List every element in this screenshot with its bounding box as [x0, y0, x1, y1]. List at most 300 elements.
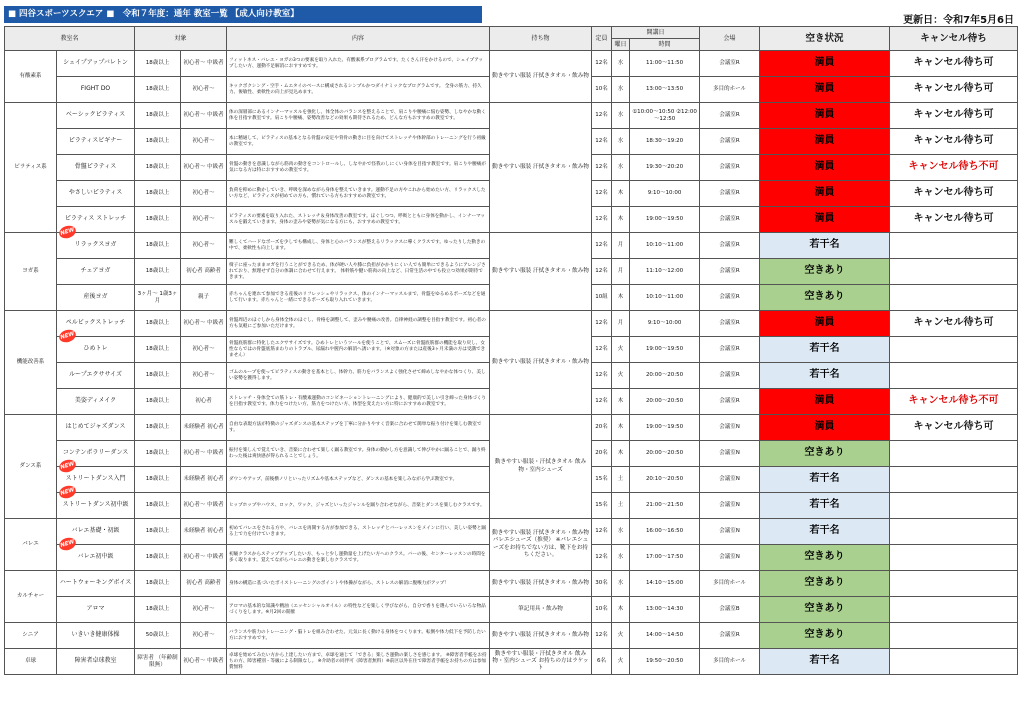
class-name-label: シェイプアップバレトン — [63, 59, 128, 67]
new-badge: NEW — [58, 484, 78, 501]
vacancy-status: 空きあり — [760, 259, 890, 285]
class-time: 13:00～13:50 — [630, 77, 700, 103]
class-venue: 会議室R — [700, 259, 760, 285]
page-title: ■ 四谷スポーツスクエア ■ 令和７年度：通年 教室一覧 【成人向け教室】 — [4, 6, 482, 23]
class-description: 本に精通して、ピラティスの基本となる骨盤の安定や背骨の動きに目を向けてストレッチや体幹部のトレーニングを行う初級の教室です。 — [227, 129, 490, 155]
class-target: 18歳以上 — [135, 571, 181, 597]
class-row — [5, 597, 1018, 623]
bring-items: 動きやすい服装・汗拭きタオル 飲み物・室内シューズ — [490, 415, 592, 519]
class-name-label: はじめてジャズダンス — [65, 423, 126, 431]
class-level: 初心者～ 中級者 — [181, 441, 227, 467]
class-name-label: ループエクササイズ — [69, 371, 122, 379]
class-description: 椅子に座ったままヨガを行うことができるため、体が硬い人や膝に負担がかかりにくい人でも簡単にできるようにアレンジされており、無理せず自分の体調に合わせて行えます。 体幹筋や腱い筋肉の向上など、日常生活の中でも役立つ効果が期待できます。 — [227, 259, 490, 285]
bring-items: 筆記用具・飲み物 — [490, 597, 592, 623]
class-weekday: 火 — [612, 649, 630, 675]
class-name-label: ひめトレ — [83, 345, 108, 353]
class-name — [57, 155, 135, 181]
class-name — [57, 103, 135, 129]
class-time: 19:00～19:50 — [630, 337, 700, 363]
class-weekday: 水 — [612, 571, 630, 597]
vacancy-status: 空きあり — [760, 545, 890, 571]
class-level: 初心者～ — [181, 233, 227, 259]
class-time: 17:00～17:50 — [630, 545, 700, 571]
class-capacity: 12名 — [592, 311, 612, 337]
vacancy-status: 空きあり — [760, 597, 890, 623]
class-venue: 会議室R — [700, 623, 760, 649]
class-time: 11:10～12:00 — [630, 259, 700, 285]
cancel-wait-status — [890, 493, 1018, 519]
class-venue: 会議室R — [700, 311, 760, 337]
class-name-label: チェアヨガ — [80, 267, 111, 275]
class-capacity: 12名 — [592, 337, 612, 363]
cancel-wait-status — [890, 441, 1018, 467]
class-name — [57, 259, 135, 285]
vacancy-status: 若干名 — [760, 519, 890, 545]
class-level: 初心者～ — [181, 77, 227, 103]
class-capacity: 10名 — [592, 77, 612, 103]
class-venue: 会議室R — [700, 389, 760, 415]
new-badge: NEW — [58, 328, 78, 345]
class-time: 13:00～14:30 — [630, 597, 700, 623]
vacancy-status: 若干名 — [760, 233, 890, 259]
class-name-label: ハートウォーキングボイス — [59, 579, 132, 587]
class-venue: 会議室N — [700, 519, 760, 545]
col-header-cancel: キャンセル待ち — [890, 27, 1018, 51]
vacancy-status: 満員 — [760, 181, 890, 207]
class-capacity: 15名 — [592, 493, 612, 519]
category-cell: シニア — [5, 623, 57, 649]
vacancy-status: 満員 — [760, 77, 890, 103]
class-target: 18歳以上 — [135, 597, 181, 623]
class-name — [57, 649, 135, 675]
class-description: ピラティスの要素を取り入れた、ストレッチ＆身体改善の教室です。ほぐしつつ、呼吸とともに身体を動かし、インナーマッスルを鍛えていきます。身体の歪みや姿勢が気になる方にも、おすすめの教室です。 — [227, 207, 490, 233]
class-target: 3ヶ月～ 1歳3ヶ月 — [135, 285, 181, 311]
class-time: 10:10～11:00 — [630, 233, 700, 259]
vacancy-status: 若干名 — [760, 493, 890, 519]
col-header-venue: 会場 — [700, 27, 760, 51]
cancel-wait-status — [890, 285, 1018, 311]
cancel-wait-status: キャンセル待ち可 — [890, 51, 1018, 77]
class-level: 初心者～ 中級者 — [181, 103, 227, 129]
class-description: キックボクシング・空手・ムエタイのベースに構成されるシンプルかつダイナミックなプログラムです。 全身の筋力、持久力、俊敏性、柔軟性の向上が見込めます。 — [227, 77, 490, 103]
class-description: ダウンやアップ、前後横ノリといったリズムや基本ステップなど、ダンスの基本を楽しみながら学ぶ教室です。 — [227, 467, 490, 493]
class-capacity: 12名 — [592, 103, 612, 129]
class-weekday: 水 — [612, 155, 630, 181]
class-capacity: 12名 — [592, 155, 612, 181]
class-level: 初心者～ 中級者 — [181, 649, 227, 675]
class-capacity: 12名 — [592, 129, 612, 155]
class-row — [5, 623, 1018, 649]
class-weekday: 木 — [612, 441, 630, 467]
class-level: 初心者～ — [181, 129, 227, 155]
class-weekday: 木 — [612, 285, 630, 311]
class-name-label: 骨盤ピラティス — [74, 163, 117, 171]
col-header-vacancy: 空き状況 — [760, 27, 890, 51]
class-time: 19:00～19:50 — [630, 207, 700, 233]
cancel-wait-status — [890, 545, 1018, 571]
class-level: 初心者～ — [181, 597, 227, 623]
class-name-label: ベーシックピラティス — [65, 111, 126, 119]
class-target: 18歳以上 — [135, 441, 181, 467]
class-weekday: 月 — [612, 233, 630, 259]
vacancy-status: 満員 — [760, 155, 890, 181]
cancel-wait-status — [890, 259, 1018, 285]
class-row — [5, 233, 1018, 259]
class-weekday: 水 — [612, 77, 630, 103]
class-venue: 会議室N — [700, 467, 760, 493]
class-weekday: 水 — [612, 103, 630, 129]
new-badge: NEW — [58, 536, 78, 553]
class-level: 初心者～ 中級者 — [181, 493, 227, 519]
cancel-wait-status — [890, 649, 1018, 675]
vacancy-status: 満員 — [760, 415, 890, 441]
class-description: 赤ちゃんを連れて参加できる産後のリフレッシュやリラックス、体のインナーマッスルまで、骨盤をゆるめるポーズなどを通して行います。赤ちゃんと一緒にできるポーズも取り入れていきます。 — [227, 285, 490, 311]
class-weekday: 水 — [612, 545, 630, 571]
class-level: 初心者～ — [181, 337, 227, 363]
cancel-wait-status — [890, 519, 1018, 545]
class-weekday: 木 — [612, 207, 630, 233]
class-weekday: 木 — [612, 389, 630, 415]
class-level: 初心者～ — [181, 363, 227, 389]
class-name-label: ピラティスビギナー — [68, 137, 123, 145]
class-name — [57, 623, 135, 649]
class-weekday: 月 — [612, 259, 630, 285]
class-schedule-table — [4, 26, 1018, 675]
class-target: 18歳以上 — [135, 207, 181, 233]
cancel-wait-status: キャンセル待ち可 — [890, 129, 1018, 155]
bring-items: 動きやすい服装 汗拭きタオル・飲み物 — [490, 311, 592, 415]
class-target: 18歳以上 — [135, 545, 181, 571]
class-capacity: 15名 — [592, 467, 612, 493]
class-venue: 会議室N — [700, 415, 760, 441]
class-target: 18歳以上 — [135, 77, 181, 103]
class-time: 16:00～16:50 — [630, 519, 700, 545]
class-time: 14:10～15:00 — [630, 571, 700, 597]
class-venue: 多目的ホール — [700, 77, 760, 103]
class-name-label: いきいき健康体操 — [71, 631, 120, 639]
vacancy-status: 若干名 — [760, 363, 890, 389]
category-cell: ダンス系 — [5, 415, 57, 519]
category-cell: 有酸素系 — [5, 51, 57, 103]
class-level: 未経験者 初心者 — [181, 467, 227, 493]
class-capacity: 12名 — [592, 363, 612, 389]
class-time: 20:00～20:50 — [630, 389, 700, 415]
class-capacity: 20名 — [592, 441, 612, 467]
class-description: ヒップホップやハウス、ロック、ワック、ジャズといったジャンルを踊り合わせながら、音楽とダンスを楽しむクラスです。 — [227, 493, 490, 519]
class-row — [5, 311, 1018, 337]
class-capacity: 12名 — [592, 51, 612, 77]
vacancy-status: 空きあり — [760, 441, 890, 467]
class-time: 18:30～19:20 — [630, 129, 700, 155]
new-badge: NEW — [58, 224, 78, 241]
class-name — [57, 129, 135, 155]
class-name-label: コンテンポラリーダンス — [62, 449, 129, 457]
cancel-wait-status — [890, 597, 1018, 623]
class-venue: 会議室B — [700, 597, 760, 623]
class-target: 18歳以上 — [135, 337, 181, 363]
class-name-label: 美姿ディメイク — [74, 397, 117, 405]
class-weekday: 火 — [612, 337, 630, 363]
class-time: 9:10～10:00 — [630, 311, 700, 337]
class-venue: 会議室R — [700, 155, 760, 181]
class-row — [5, 51, 1018, 77]
new-badge: NEW — [58, 458, 78, 475]
class-level: 初心者～ — [181, 181, 227, 207]
category-cell: 卓球 — [5, 649, 57, 675]
vacancy-status: 若干名 — [760, 467, 890, 493]
cancel-wait-status: キャンセル待ち可 — [890, 311, 1018, 337]
cancel-wait-status — [890, 233, 1018, 259]
col-header-dow: 曜日 — [612, 39, 630, 51]
class-venue: 会議室R — [700, 103, 760, 129]
class-name-label: やさしいピラティス — [68, 189, 123, 197]
class-weekday: 水 — [612, 51, 630, 77]
class-target: 18歳以上 — [135, 519, 181, 545]
bring-items: 動きやすい服装 汗拭きタオル・飲み物 — [490, 233, 592, 311]
class-venue: 多目的ホール — [700, 649, 760, 675]
class-venue: 会議室R — [700, 285, 760, 311]
class-name — [57, 538, 135, 571]
class-name — [57, 597, 135, 623]
vacancy-status: 満員 — [760, 51, 890, 77]
category-cell: カルチャー — [5, 571, 57, 623]
class-name — [57, 77, 135, 103]
bring-items: 動きやすい服装 汗拭きタオル・飲み物 バレエシューズ（推奨） ※バレエシューズをお持ちでない方は、靴下をお持ちください。 — [490, 519, 592, 571]
class-target: 18歳以上 — [135, 493, 181, 519]
bring-items: 動きやすい服装・汗拭きタオル 飲み物・室内シューズ お持ちの方はラケット — [490, 649, 592, 675]
bring-items: 動きやすい服装 汗拭きタオル・飲み物 — [490, 103, 592, 233]
class-description: フィットネス・バレエ・ヨガの3つの要素を取り入れた、有酸素系プログラムです。たくさん汗をかけるので、シェイプアップしたい方、運動不足解消におすすめです。 — [227, 51, 490, 77]
cancel-wait-status: キャンセル待ち可 — [890, 103, 1018, 129]
class-target: 18歳以上 — [135, 415, 181, 441]
class-level: 初心者～ — [181, 207, 227, 233]
class-time: 10:10～11:00 — [630, 285, 700, 311]
class-name — [57, 285, 135, 311]
class-name — [57, 571, 135, 597]
cancel-wait-status — [890, 363, 1018, 389]
vacancy-status: 空きあり — [760, 623, 890, 649]
class-capacity: 20名 — [592, 415, 612, 441]
class-description: 骨盤底筋群に特化したエクササイズです。ひめトレというツールを使うことで、スムーズに骨盤底筋群の機能を取り戻し、女性ならではの骨盤底筋まわりのトラブル、尿漏れや膣内の解消へ誘います。（※対象の方または産後3ヶ月未満の方は受講できません） — [227, 337, 490, 363]
class-description: 骨盤周辺のほぐしから身体全体のほぐし、骨格を調整して、歪みや腰痛の改善。自律神経の調整を目指す教室です。初心者の方も気軽にご参加いただけます。 — [227, 311, 490, 337]
class-description: バランスや筋力のトレーニング・脳トレを組み合わせた、元気に長く動ける身体をつくります。転倒や体力低下を予防したい方におすすめです。 — [227, 623, 490, 649]
class-name — [57, 226, 135, 259]
class-description: 負荷を抑めに動かしていき、呼吸を深めながら身体を整えていきます。運動不足の方やこれから始めたい方、リラックスしたい方など、ピラティスが初めての方も、慣れている方もおすすめの教室です。 — [227, 181, 490, 207]
category-cell: 機能改善系 — [5, 311, 57, 415]
class-weekday: 月 — [612, 311, 630, 337]
class-name-label: ストリートダンス入門 — [65, 475, 126, 483]
cancel-wait-status — [890, 337, 1018, 363]
class-capacity: 10名 — [592, 597, 612, 623]
vacancy-status: 満員 — [760, 389, 890, 415]
class-name — [57, 389, 135, 415]
col-header-bring: 持ち物 — [490, 27, 592, 51]
class-row — [5, 571, 1018, 597]
class-row — [5, 519, 1018, 545]
class-time: ①10:00～10:50 ②12:00～12:50 — [630, 103, 700, 129]
class-description: アロマの基本的な知識や精油（エッセンシャルオイル）の特性などを楽しく学びながら、自分で香りを選んでいろいろな物品づくりをします。※月2回の開催 — [227, 597, 490, 623]
cancel-wait-status — [890, 571, 1018, 597]
class-weekday: 火 — [612, 363, 630, 389]
class-capacity: 10組 — [592, 285, 612, 311]
class-description: ゴムのループを使ってピラティスの動きを基本とし、体幹力、筋力をバランスよく強化させて締めしなやかな体つくり、美しい姿勢を獲得します。 — [227, 363, 490, 389]
class-level: 初心者～ 中級者 — [181, 545, 227, 571]
vacancy-status: 満員 — [760, 103, 890, 129]
class-target: 18歳以上 — [135, 51, 181, 77]
class-target: 18歳以上 — [135, 311, 181, 337]
bring-items: 動きやすい服装 汗拭きタオル・飲み物 — [490, 571, 592, 597]
class-name-label: バレエ初中級 — [77, 553, 114, 561]
class-capacity: 12名 — [592, 233, 612, 259]
class-name-label: ピラティス ストレッチ — [64, 215, 127, 223]
class-venue: 会議室R — [700, 181, 760, 207]
class-weekday: 木 — [612, 181, 630, 207]
class-name-label: ストリートダンス初中級 — [62, 501, 129, 509]
class-target: 50歳以上 — [135, 623, 181, 649]
cancel-wait-status: キャンセル待ち可 — [890, 415, 1018, 441]
bring-items: 動きやすい服装 汗拭きタオル・飲み物 — [490, 623, 592, 649]
class-description: ストレッチ・身体全ての筋トレ・有酸素運動のコンビネーショントレーニングにより、健康的で美しい引き締った身体づくりを目指す教室です。体力をつけたい方、筋力をつけたい方、体型を変えたい方に特におすすめの教室です。 — [227, 389, 490, 415]
class-time: 19:50～20:50 — [630, 649, 700, 675]
class-name — [57, 486, 135, 519]
class-name-label: リラックスヨガ — [74, 241, 117, 249]
class-time: 21:00～21:50 — [630, 493, 700, 519]
class-name-label: ペルビックストレッチ — [65, 319, 126, 327]
category-cell: ピラティス系 — [5, 103, 57, 233]
vacancy-status: 若干名 — [760, 337, 890, 363]
class-description: 振付を楽しんで覚えていき、音楽に合わせて楽しく踊る教室です。身体の動かし方を意識して伸びやかに踊ることで、踊り終わった後は爽快感が得られることでしょう。 — [227, 441, 490, 467]
class-capacity: 12名 — [592, 181, 612, 207]
class-venue: 会議室R — [700, 233, 760, 259]
class-name — [57, 330, 135, 363]
vacancy-status: 若干名 — [760, 649, 890, 675]
class-target: 18歳以上 — [135, 181, 181, 207]
class-capacity: 12名 — [592, 545, 612, 571]
col-header-name: 教室名 — [5, 27, 135, 51]
class-time: 11:00～11:50 — [630, 51, 700, 77]
class-name-label: アロマ — [86, 605, 105, 613]
class-weekday: 水 — [612, 129, 630, 155]
class-row — [5, 415, 1018, 441]
class-name — [57, 363, 135, 389]
class-description: 初級クラスからステップアップしたい方、もっと少し運動量を上げたい方へのクラス。バーの後、センターレッスンの時間を多く取ります。覚えてながらバレエの動きを楽しむクラスです。 — [227, 545, 490, 571]
class-target: 障害者 （年齢制限無） — [135, 649, 181, 675]
class-time: 9:10～10:00 — [630, 181, 700, 207]
class-time: 19:00～19:50 — [630, 415, 700, 441]
class-capacity: 12名 — [592, 389, 612, 415]
class-time: 20:00～20:50 — [630, 441, 700, 467]
class-capacity: 12名 — [592, 519, 612, 545]
class-capacity: 6名 — [592, 649, 612, 675]
class-name — [57, 181, 135, 207]
class-venue: 会議室R — [700, 363, 760, 389]
class-level: 親子 — [181, 285, 227, 311]
class-target: 18歳以上 — [135, 129, 181, 155]
class-name-label: バレエ基礎・初級 — [71, 527, 120, 535]
category-cell: バレエ — [5, 519, 57, 571]
class-name-label: 産後ヨガ — [83, 293, 108, 301]
cancel-wait-status: キャンセル待ち不可 — [890, 389, 1018, 415]
class-target: 18歳以上 — [135, 467, 181, 493]
class-weekday: 木 — [612, 597, 630, 623]
class-level: 初心者 — [181, 389, 227, 415]
class-level: 未経験者 初心者 — [181, 519, 227, 545]
class-weekday: 木 — [612, 415, 630, 441]
class-time: 14:00～14:50 — [630, 623, 700, 649]
class-venue: 多目的ホール — [700, 571, 760, 597]
col-header-time: 時間 — [630, 39, 700, 51]
vacancy-status: 空きあり — [760, 571, 890, 597]
cancel-wait-status: キャンセル待ち可 — [890, 207, 1018, 233]
class-weekday: 土 — [612, 467, 630, 493]
class-target: 18歳以上 — [135, 233, 181, 259]
class-level: 初心者 高齢者 — [181, 571, 227, 597]
vacancy-status: 空きあり — [760, 285, 890, 311]
cancel-wait-status: キャンセル待ち不可 — [890, 155, 1018, 181]
class-time: 20:00～20:50 — [630, 363, 700, 389]
bring-items: 動きやすい服装 汗拭きタオル・飲み物 — [490, 51, 592, 103]
cancel-wait-status: キャンセル待ち可 — [890, 181, 1018, 207]
class-name-label: 障害者卓球教室 — [74, 657, 117, 665]
class-target: 18歳以上 — [135, 103, 181, 129]
class-description: 初めてバレエをされる方や、バレエを再開する方が参加できる、ストレッチとバーレッスンをメインに行い、美しい姿勢と踊る上で力を付けていきます。 — [227, 519, 490, 545]
class-weekday: 土 — [612, 493, 630, 519]
class-capacity: 12名 — [592, 259, 612, 285]
vacancy-status: 満員 — [760, 207, 890, 233]
class-description: 自由な表現方法が特徴のジャズダンスの基本ステップを丁寧に分かりやすく音楽に合わせて簡単な振り付けを楽しむ教室です。 — [227, 415, 490, 441]
class-description: 卓球を始めてみたい方から上達したい方まで、卓球を通じて「できる」楽しさ運動の楽しさを感じます。 ※障害者手帳をお持ちの方、障害種別・等級による制限なし。 ※介助者の同伴可（障害者無料）※前区以外在住で障害者手帳をお持ちの方は参加費無料 — [227, 649, 490, 675]
class-target: 18歳以上 — [135, 259, 181, 285]
cancel-wait-status: キャンセル待ち可 — [890, 77, 1018, 103]
class-name — [57, 51, 135, 77]
class-description: 難しくてハードなポーズを少しでも構成し、身体と心のバランスが整えるリラックスに導くクラスです。ゆったりした動きの中で、柔軟性も向上します。 — [227, 233, 490, 259]
cancel-wait-status — [890, 467, 1018, 493]
class-venue: 会議室R — [700, 207, 760, 233]
class-capacity: 30名 — [592, 571, 612, 597]
class-time: 19:30～20:20 — [630, 155, 700, 181]
class-row — [5, 649, 1018, 675]
class-venue: 会議室N — [700, 545, 760, 571]
cancel-wait-status — [890, 623, 1018, 649]
class-level: 初心者～ 中級者 — [181, 311, 227, 337]
updated-date: 更新日：令和7年5月6日 — [903, 15, 1014, 26]
col-header-capacity: 定員 — [592, 27, 612, 51]
class-capacity: 12名 — [592, 207, 612, 233]
class-level: 初心者 高齢者 — [181, 259, 227, 285]
class-venue: 会議室N — [700, 493, 760, 519]
col-header-schedule: 開講日 — [612, 27, 700, 39]
class-description: 身体の構造に基づいたボイストレーニングのポイントや体操がながら、ストレスの解消に腹喉力がアップ！ — [227, 571, 490, 597]
class-capacity: 12名 — [592, 623, 612, 649]
class-level: 初心者～ 中級者 — [181, 51, 227, 77]
class-description: 体の深層部にあるインナーマッスルを強化し、体全体のバランスを整えることで、肩こりや腰痛に悩む姿勢、しなやかな動く体を目指す教室です。肩こりや腰痛、姿勢改善などの効果も期待されるため、どんな方もおすすめの教室です。 — [227, 103, 490, 129]
class-venue: 会議室N — [700, 441, 760, 467]
class-description: 骨盤の動きを意識しながら筋肉の動きをコントロールし、しなやかで怪我のしにくい身体を目指す教室です。肩こりや腰痛が気になる方は特におすすめの教室です。 — [227, 155, 490, 181]
col-header-target: 対象 — [135, 27, 227, 51]
class-level: 初心者～ 中級者 — [181, 155, 227, 181]
class-name — [57, 415, 135, 441]
class-level: 初心者～ — [181, 623, 227, 649]
class-venue: 会議室R — [700, 337, 760, 363]
class-venue: 会議室R — [700, 129, 760, 155]
class-target: 18歳以上 — [135, 389, 181, 415]
class-target: 18歳以上 — [135, 155, 181, 181]
class-weekday: 水 — [612, 519, 630, 545]
class-level: 未経験者 初心者 — [181, 415, 227, 441]
col-header-content: 内容 — [227, 27, 490, 51]
class-time: 20:10～20:50 — [630, 467, 700, 493]
vacancy-status: 満員 — [760, 129, 890, 155]
